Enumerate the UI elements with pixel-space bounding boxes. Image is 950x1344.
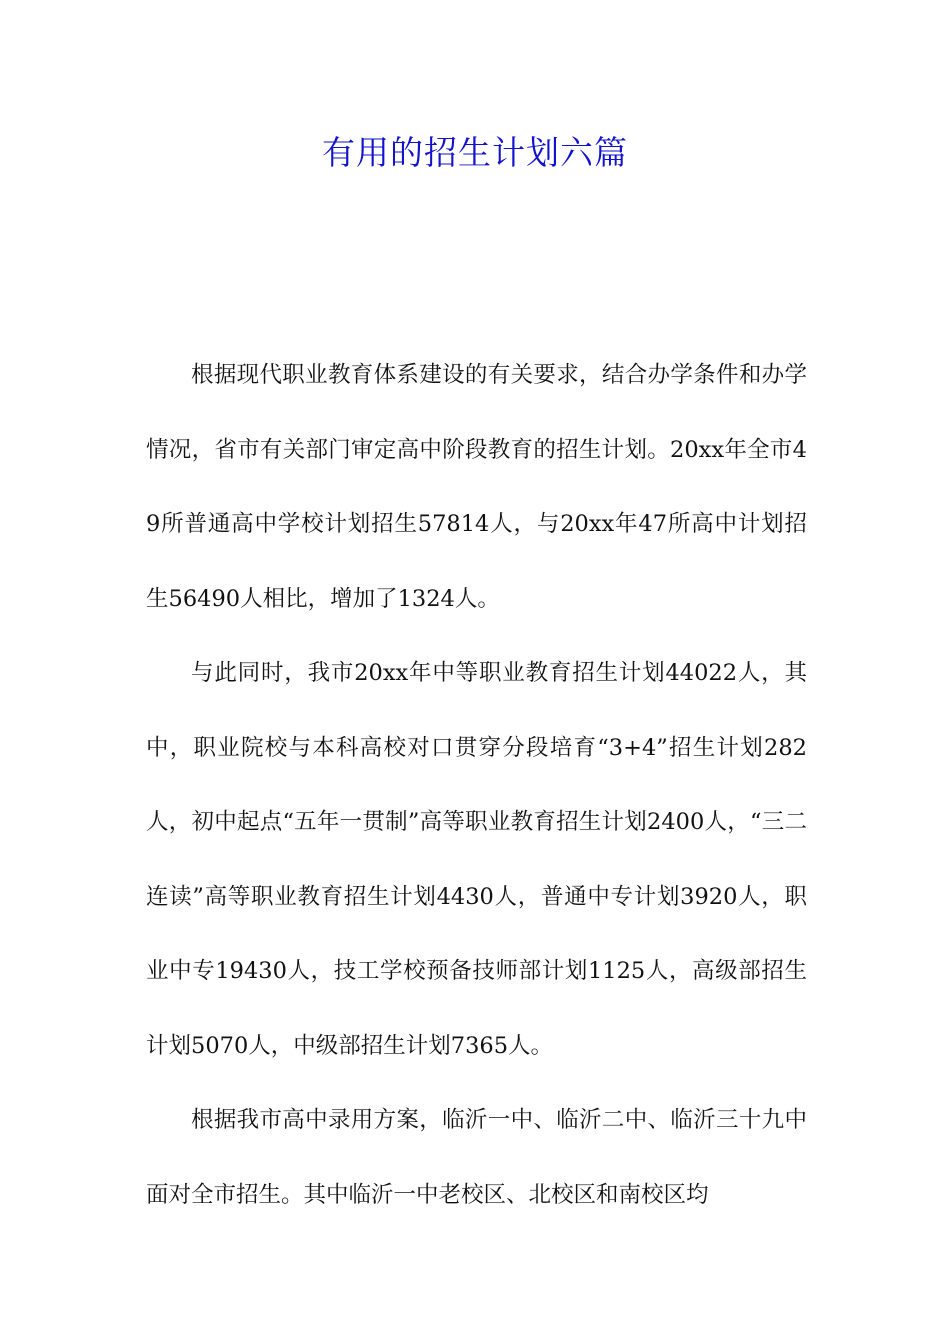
paragraph-3: 根据我市高中录用方案，临沂一中、临沂二中、临沂三十九中面对全市招生。其中临沂一中老校区、北校区和南校区均 [146, 1107, 807, 1208]
paragraph-2: 与此同时，我市20xx年中等职业教育招生计划44022人，其中，职业院校与本科高校对口贯穿分段培育“3+4”招生计划282人，初中起点“五年一贯制”高等职业教育招生计划2400人，“三二连读”高等职业教育招生计划4430人，普通中专计划3920人，职业中专19430人，技工学校预备技师部计划1125人，高级部招生计划5070人，中级部招生计划7365人。 [146, 660, 807, 1059]
document-body [146, 338, 807, 1232]
paragraph-1: 根据现代职业教育体系建设的有关要求，结合办学条件和办学情况，省市有关部门审定高中阶段教育的招生计划。20xx年全市49所普通高中学校计划招生57814人，与20xx年47所高中计划招生56490人相比，增加了1324人。 [146, 362, 807, 612]
document-title: 有用的招生计划六篇 [322, 133, 628, 172]
